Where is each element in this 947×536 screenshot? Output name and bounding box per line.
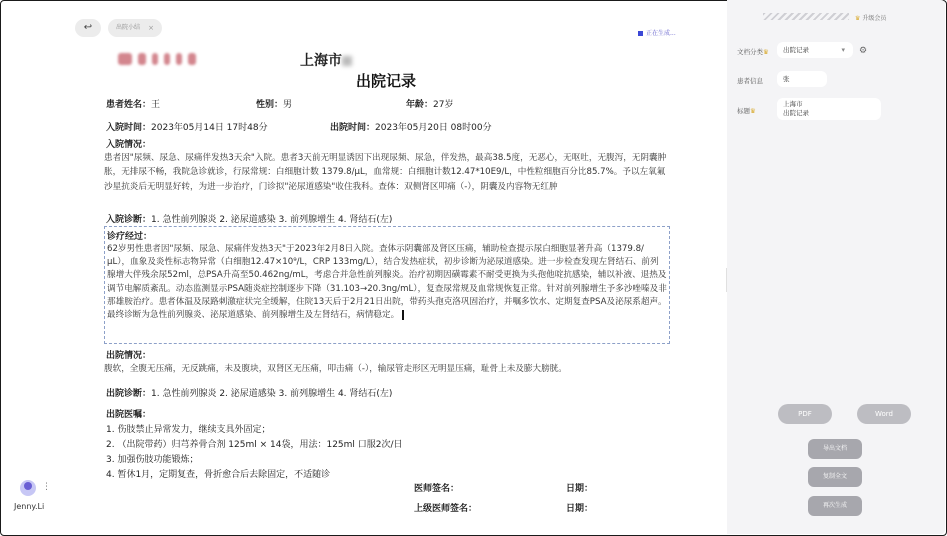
patient-age-label: 年龄：	[406, 100, 434, 110]
right-panel	[727, 0, 945, 534]
title-label-text: 标题	[737, 107, 750, 115]
patient-sex	[256, 97, 292, 110]
discharge-orders-heading: 出院医嘱：	[106, 410, 152, 420]
patient-name-label: 患者姓名：	[106, 100, 152, 110]
patient-info-value: 张	[783, 75, 790, 83]
discharge-diagnosis	[106, 386, 392, 399]
upgrade-text: 升级会员	[862, 15, 887, 22]
order-item: 4. 暂休1月，定期复查，骨折愈合后去除固定，不适随诊	[106, 470, 331, 480]
hospital-name-text: 上海市	[300, 53, 342, 69]
discharge-status-heading: 出院情况：	[106, 351, 152, 361]
quota-bar	[763, 13, 849, 20]
export-document-button[interactable]: 导出文档	[808, 439, 862, 459]
discharge-diagnosis-label: 出院诊断：	[106, 389, 152, 399]
admit-status-heading: 入院情况：	[106, 140, 152, 150]
hospital-name	[300, 50, 352, 70]
admission-time-value: 2023年05月14日 17时48分	[151, 123, 268, 133]
tab-discharge-summary[interactable]	[108, 19, 162, 37]
generating-status-text: 正在生成...	[646, 30, 676, 37]
admit-status-text[interactable]: 患者因"尿频、尿急、尿痛伴发热3天余"入院。患者3天前无明显诱因下出现尿频、尿急，伴发热，最高38.5度，无恶心，无呕吐，无腹泻，无阴囊肿胀，无排尿不畅，我院急诊就诊，行尿常规：白细胞计数 1379.8/μL，血常规：白细胞计数12.47*10E9/L，中性粒细胞百分比85.7%。予以左氧氟沙星抗炎后无明显好转，为进一步治疗，门诊拟"泌尿道感染"收住我科。查体：双侧肾区叩痛（-），阴囊及内容物无红肿	[104, 153, 667, 192]
patient-sex-value: 男	[283, 100, 293, 110]
user-name: Jenny.Li	[14, 502, 45, 511]
doctor-signature: 医师签名：	[414, 484, 460, 494]
gear-icon[interactable]: ⚙	[859, 46, 868, 56]
senior-date: 日期：	[566, 504, 594, 514]
title-value-line1: 上海市	[783, 100, 803, 108]
user-profile[interactable]	[14, 480, 54, 511]
tab-close-icon[interactable]: ×	[148, 24, 154, 32]
regenerate-button[interactable]: 再次生成	[808, 496, 862, 516]
pdf-button[interactable]: PDF	[778, 404, 832, 424]
discharge-time-label: 出院时间：	[330, 123, 376, 133]
admit-diagnosis-value: 1. 急性前列腺炎 2. 泌尿道感染 3. 前列腺增生 4. 肾结石(左)	[151, 215, 393, 225]
upgrade-link[interactable]	[855, 13, 886, 22]
treatment-course-editor[interactable]	[104, 226, 670, 344]
discharge-time	[330, 120, 492, 133]
order-item: 3. 加强伤肢功能锻炼；	[106, 455, 199, 465]
category-label	[737, 47, 769, 56]
more-options-icon[interactable]: ⋮	[42, 482, 51, 492]
patient-name	[106, 97, 160, 110]
treatment-course-heading: 诊疗经过：	[107, 232, 153, 242]
hospital-logo	[118, 46, 238, 72]
admit-diagnosis	[106, 212, 392, 225]
patient-info-field[interactable]	[777, 71, 827, 87]
senior-signature: 上级医师签名：	[414, 504, 478, 514]
patient-age-value: 27岁	[433, 100, 454, 110]
generating-status	[638, 28, 676, 37]
doctor-date: 日期：	[566, 484, 594, 494]
order-item: 2. （出院带药）归芎养骨合剂 125ml × 14袋，用法：125ml 口服2次/日	[106, 440, 403, 450]
word-button[interactable]: Word	[857, 404, 911, 424]
tab-label: 出院小结	[116, 24, 141, 31]
category-label-text: 文档分类	[737, 48, 763, 56]
patient-info-label: 患者信息	[737, 77, 763, 85]
discharge-status-text[interactable]: 腹软，全腹无压痛，无反跳痛，未及腹块，双肾区无压痛，叩击痛（-），输尿管走形区无明显压痛，耻骨上未及膨大膀胱。	[104, 364, 567, 374]
avatar[interactable]	[20, 480, 36, 496]
document-title: 出院记录	[356, 72, 417, 90]
title-field[interactable]	[777, 98, 881, 120]
back-icon: ↩	[83, 22, 93, 33]
admission-time	[106, 120, 268, 133]
admit-diagnosis-label: 入院诊断：	[106, 215, 152, 225]
copy-all-button[interactable]: 复制全文	[808, 467, 862, 487]
text-cursor	[402, 310, 404, 320]
back-button[interactable]	[75, 19, 101, 37]
patient-sex-label: 性别：	[256, 100, 284, 110]
crown-icon: ♛	[855, 15, 861, 22]
discharge-diagnosis-value: 1. 急性前列腺炎 2. 泌尿道感染 3. 前列腺增生 4. 肾结石(左)	[151, 389, 393, 399]
order-item: 1. 伤肢禁止异常发力，继续支具外固定；	[106, 425, 271, 435]
patient-age	[406, 97, 453, 110]
discharge-time-value: 2023年05月20日 08时00分	[375, 123, 492, 133]
treatment-course-body: 62岁男性患者因"尿频、尿急、尿痛伴发热3天"于2023年2月8日入院。查体示阴囊部及肾区压痛，辅助检查提示尿白细胞显著升高（1379.8/μL），血象及炎性标志物异常（白细胞12.47×10⁹/L，CRP 133mg/L），结合发热症状，初步诊断为泌尿道感染。进一步检查发现左肾结石、前列腺增大伴残余尿52ml，总PSA升高至50.462ng/mL，考虑合并急性前列腺炎。治疗初期因磺霉素不耐受更换为头孢他啶抗感染，辅以补液、退热及调节电解质紊乱。动态监测显示PSA随炎症控制逐步下降（31.103→20.3ng/mL），复查尿常规及血常规恢复正常。针对前列腺增生予多沙唑嗪及非那雄胺治疗。患者体温及尿路刺激症状完全缓解，住院13天后于2月21日出院，带药头孢克洛巩固治疗，并嘱多饮水、定期复查PSA及泌尿系超声。最终诊断为急性前列腺炎、泌尿道感染、前列腺增生及左肾结石，病情稳定。	[107, 244, 667, 321]
crown-icon: ♛	[750, 107, 756, 115]
crown-icon: ♛	[763, 48, 769, 56]
category-select[interactable]	[777, 42, 853, 58]
title-value-line2: 出院记录	[783, 109, 809, 117]
status-square-icon	[638, 31, 643, 36]
title-label	[737, 106, 756, 115]
category-value: 出院记录	[783, 46, 809, 54]
treatment-course-text[interactable]	[107, 243, 667, 322]
patient-name-value: 王	[151, 100, 161, 110]
admission-time-label: 入院时间：	[106, 123, 152, 133]
chevron-down-icon: ▾	[841, 46, 845, 54]
